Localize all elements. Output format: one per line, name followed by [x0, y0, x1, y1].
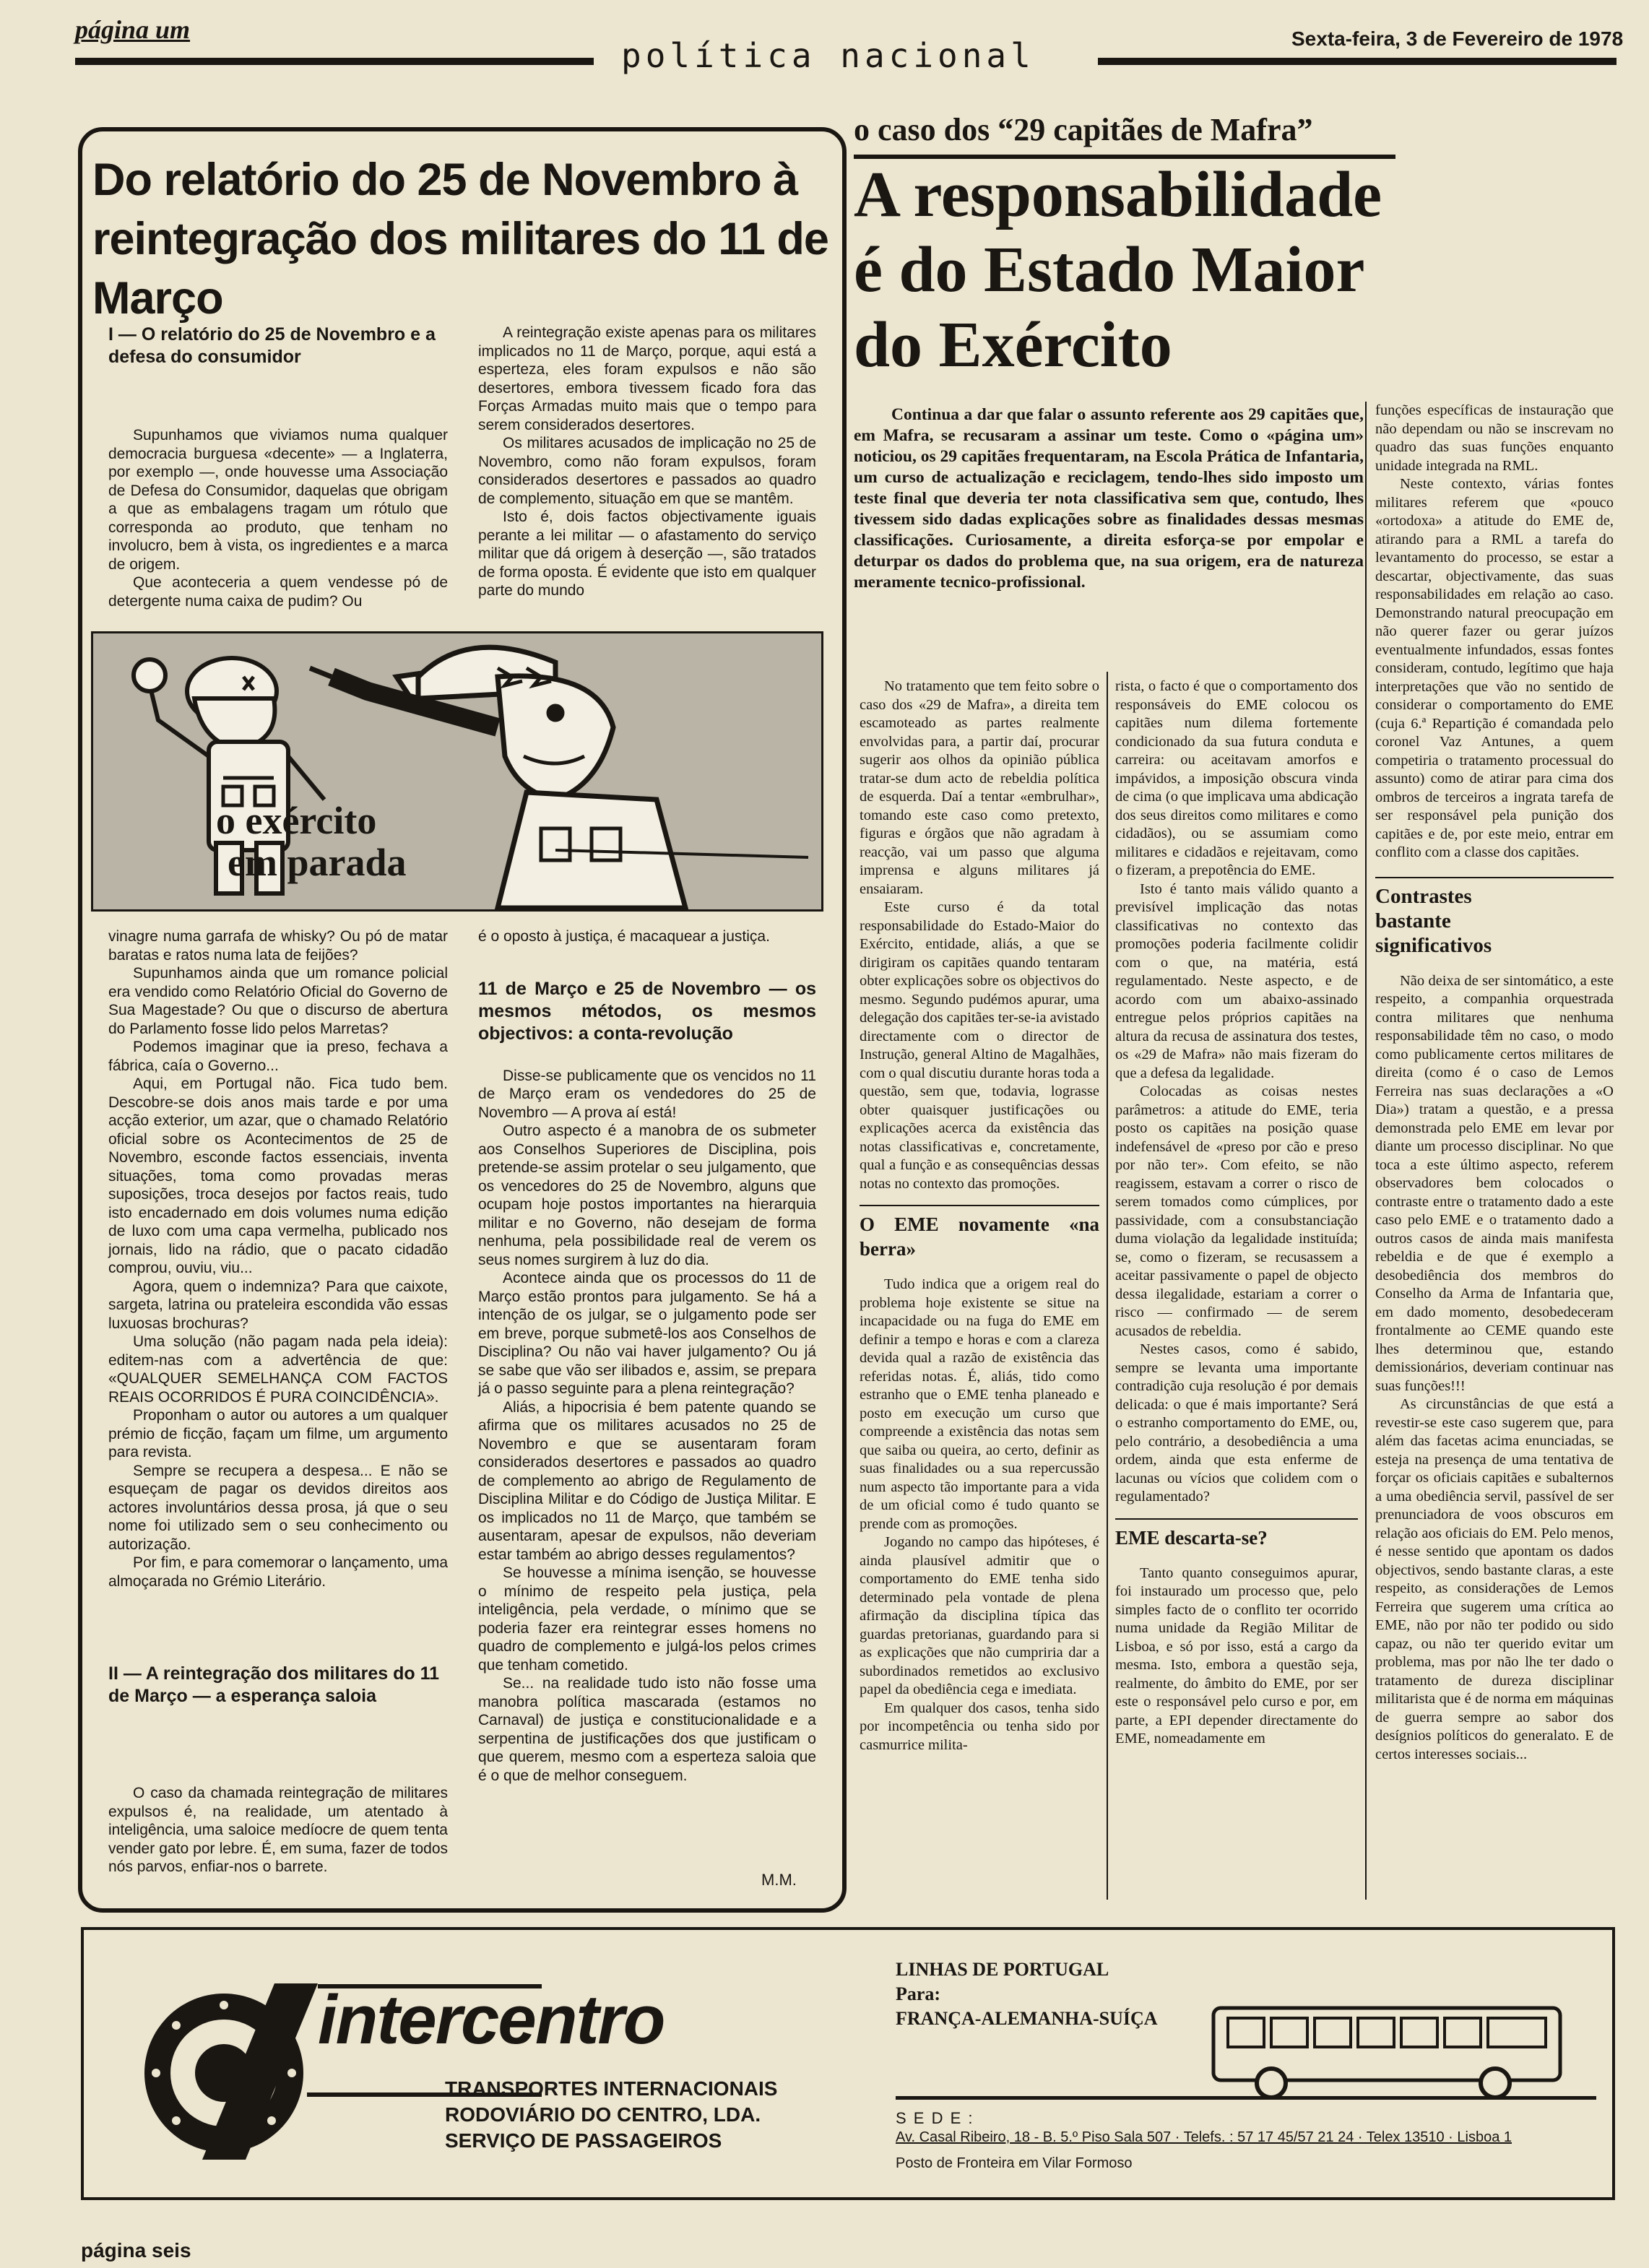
- paragraph: vinagre numa garrafa de whisky? Ou pó de matar baratas e ratos numa lata de feijões?: [108, 928, 448, 964]
- advert-sede-label: S E D E :: [896, 2109, 974, 2127]
- bus-illustration: [1185, 1994, 1589, 2113]
- paragraph: Tanto quanto conseguimos apurar, foi instaurado um processo que, pelo simples facto de o conflito ter ocorrido numa unidade da Região Militar de Lisboa, e só por isso, está a cargo da mesma. Isto, embora a questão seja, realmente, do âmbito do EME, por ser este o responsável pelo curso e por, em parte, a EPI depender directamente do EME, nomeadamente em: [1115, 1564, 1358, 1747]
- paragraph: Aqui, em Portugal não. Fica tudo bem. Descobre-se dois anos mais tarde e por uma acção exterior, um azar, que o chamado Relatório oficial sobre os Acontecimentos de 25 de Novembro, esconde factos essenciais, inventa situações, toma como provadas meras suposições, troca desejos por factos reais, tudo isto encadernado em dois volumes numa edição de luxo com uma capa vermelha, publicado nos jornais, lido na rádio, que o pacato cidadão comprou, ouviu, viu...: [108, 1075, 448, 1276]
- right-colA: [860, 678, 1099, 1754]
- signature: M.M.: [761, 1871, 797, 1889]
- paragraph: Colocadas as coisas nestes parâmetros: a atitude do EME, teria posto os capitães na posição quase indefensável de «preso por cão e preso por não ter». Com efeito, se não reagissem, estavam a correr o risco de serem tomados como cúmplices, por passividade, com a consubstanciação duma violação da legalidade instituída; se, como o fizeram, se recusassem a aceitar passivamente o papel de objecto dessa ilegalidade, estariam a correr o risco — confirmado — de serem acusados de rebeldia.: [1115, 1083, 1358, 1339]
- subhead-eme-na-berra: O EME novamente «na berra»: [860, 1213, 1099, 1260]
- subhead-contrastes: Contrastes bastante significativos: [1375, 884, 1492, 957]
- paragraph: rista, o facto é que o comportamento dos responsáveis do EME colocou os capitães num dilema fortemente condicionado da sua futura conduta e carreira: ou aceitavam amorfos e impávidos, a imposição obscura vinda de cima (o que implicava uma abdicação dos seus direitos como militares e como cidadãos), ou se assumiam como militares e cidadãos e rejeitavam, como o fizeram, a prepotência do EME.: [1115, 678, 1358, 878]
- right-lead: Continua a dar que falar o assunto referente aos 29 capitães que, em Mafra, se recusaram a assinar um teste. Como o «página um» noticiou, os 29 capitães frequentaram, na Escola Prática de Infantaria, um curso de actualização e reciclagem, tendo-lhes sido imposto um teste final que deveria ter nota classificativa sem que, contudo, lhes tivessem sido dadas explicações sobre as finalidades dessas mesmas classificações. Curiosamente, a direita esforça-se por empolar e deturpar os dados do problema que, na sua origem, era de natureza meramente tecnico-profissional.: [854, 405, 1364, 592]
- subB-rule: [1115, 1518, 1358, 1520]
- col-divider-1: [1107, 672, 1108, 1900]
- left-col2-top: [478, 324, 816, 600]
- paragraph: Jogando no campo das hipóteses, é ainda plausível admitir que o comportamento do EME tenha sido determinado pela vontade de plena afirmação da disciplina típica das guardas pretorianas, guardando para si as explicações que não cumpriria dar a subordinados remetidos ao exclusivo papel da obediência cega e imediata.: [860, 1534, 1099, 1697]
- section1-title: I — O relatório do 25 de Novembro e a defesa do consumidor: [108, 324, 436, 367]
- paragraph: Aliás, a hipocrisia é bem patente quando se afirma que os militares acusados no 25 de Novembro e que se ausentaram foram considerados desertores e passados ao quadro de complemento ao abrigo de Regulamento de Disciplina Militar e do Código de Justiça Militar. E os implicados no 11 de Março, que também se ausentaram, apesar de expulsos, não deveriam estar também ao abrigo desses regulamentos?: [478, 1398, 816, 1563]
- masthead-rule-left: [75, 58, 594, 65]
- paragraph: Isto é, dois factos objectivamente iguais perante a lei militar — o afastamento do serviço militar que dá origem à deserção —, são tratados de forma oposta. É evidente que isto em qualquer parte do mundo: [478, 508, 816, 599]
- paragraph: Tudo indica que a origem real do problema hoje existente se situe na incapacidade ou na fuga do EME em definir a tempo e horas e com a clareza devida qual a razão de existência das referidas notas. É, aliás, tido como estranho que o EME tenha planeado e posto em execução um curso que compreende a existência das notas sem que saiba ou queira, ao certo, definir as suas finalidades ou a sua repercussão num aspecto tão importante para a vida de um oficial como é tudo quanto se prende com as promoções.: [860, 1276, 1099, 1532]
- paragraph: Os militares acusados de implicação no 25 de Novembro, como não foram expulsos, foram considerados desertores e passados ao quadro de complemento, situação em que se mantêm.: [478, 435, 816, 507]
- paragraph: Supunhamos ainda que um romance policial era vendido como Relatório Oficial do Governo de Sua Magestade? Ou que o discurso de abertura do Parlamento fosse lido pelos Marretas?: [108, 965, 448, 1037]
- cartoon-illustration: [93, 633, 821, 909]
- left-col1-top: [108, 426, 448, 610]
- masthead-rule-right: [1098, 58, 1616, 65]
- right-kicker: o caso dos “29 capitães de Mafra”: [854, 112, 1313, 147]
- advert-routes: [896, 1957, 1158, 2031]
- paragraph: Neste contexto, várias fontes militares referem que «pouco «ortodoxa» a atitude do EME de, atirando para a RML a tarefa do levantamento do processo, se estar a descartar, objectivamente, das suas responsabilidades em relação ao caso. Demonstrando natural preocupação em não querer fazer ou gerar juízos eventualmente infundados, essas fontes consideram, contudo, legítimo que haja interpretações que vão no sentido de considerar o comportamento do EME (cuja 6.ª Repartição é comandada pelo coronel Vaz Antunes, a quem competiria o tratamento processual do assunto) como de atirar para cima dos ombros de terceiros a ingrata tarefa de ser responsável pela punição dos capitães e de, por este meio, entrar em conflito com a classe dos capitães.: [1375, 476, 1614, 860]
- right-headline-2: é do Estado Maior: [854, 234, 1365, 306]
- left-col1-bottom: [108, 1784, 448, 1877]
- masthead-page-label: página um: [75, 15, 191, 44]
- section3-title: 11 de Março e 25 de Novembro — os mesmos métodos, os mesmos objectivos: a conta-revolução: [478, 978, 816, 1044]
- paragraph: é o oposto à justiça, é macaquear a justiça.: [478, 928, 770, 945]
- left-col1-middle: [108, 927, 448, 1590]
- paragraph: O caso da chamada reintegração de militares expulsos é, na realidade, um atentado à inteligência, uma saloice medíocre de quem tenta vender gato por lebre. É, em suma, fazer de todos nós parvos, enfiar-nos o barrete.: [108, 1785, 448, 1875]
- paragraph: Em qualquer dos casos, tenha sido por incompetência ou tenha sido por casmurrice milita-: [860, 1700, 1099, 1753]
- paragraph: Se houvesse a mínima isenção, se houvesse o mínimo de respeito pela justiça, pela inteligência, pela verdade, o mínimo que se poderia fazer era reintegrar esses homens no quadro de complemento e julgá-los pelos crimes que tenham cometido.: [478, 1564, 816, 1674]
- advert-brand: intercentro: [318, 1981, 665, 2059]
- advert-routes-para: Para:: [896, 1983, 941, 2004]
- right-headline-3: do Exército: [854, 309, 1172, 381]
- right-colB: [1115, 678, 1358, 1749]
- paragraph: No tratamento que tem feito sobre o caso dos «29 de Mafra», a direita tem escamoteado as partes realmente envolvidas para, a partir daí, procurar sugerir aos olhos da opinião pública tratar-se dum acto de rebeldia política de esquerda. Daí a tentar «embrulhar», tomando este caso como pretexto, figuras e órgãos que não agradam à reacção, vai um passo que alguma imprensa e alguns militares já ensaiaram.: [860, 678, 1099, 897]
- paragraph: Acontece ainda que os processos do 11 de Março estão prontos para julgamento. Se há a intenção de os julgar, se o julgamento pode ser em breve, porque submetê-los aos Conselhos de Disciplina? Ou não vai haver julgamento? Ou já se sabe que vão ser ilibados e, assim, se prepara já o passo seguinte para a plena reintegração?: [478, 1270, 816, 1397]
- paragraph: Disse-se publicamente que os vencidos no 11 de Março eram os vendedores do 25 de Novembro — A prova aí está!: [478, 1067, 816, 1121]
- left-col2-bottom: [478, 927, 816, 1785]
- advert-routes-title: LINHAS DE PORTUGAL: [896, 1959, 1109, 1980]
- paragraph: A reintegração existe apenas para os militares implicados no 11 de Março, porque, aqui está a esperteza, eles foram expulsos e não são desertores, embora tivessem ficado fora das Forças Armadas muito mais que o tempo para serem considerados desertores.: [478, 324, 816, 433]
- col-divider-2: [1365, 402, 1367, 1900]
- advert-company: [445, 2076, 777, 2154]
- paragraph: Por fim, e para comemorar o lançamento, uma almoçarada no Grémio Literário.: [108, 1554, 448, 1590]
- advert-line: SERVIÇO DE PASSAGEIROS: [445, 2129, 722, 2152]
- cartoon-caption-2: em parada: [228, 841, 407, 884]
- paragraph: Se... na realidade tudo isto não fosse uma manobra política mascarada (estamos no Carnaval) de justiça e constitucionalidade e a serpentina de justificações dos que justificam o que querem, mesmo com a esperteza saloia que é o que de melhor conseguem.: [478, 1675, 816, 1784]
- paragraph: Agora, quem o indemniza? Para que caixote, sargeta, latrina ou prateleira escondida vão essas luxuosas brochuras?: [108, 1278, 448, 1332]
- cartoon-caption-1: o exército: [216, 799, 377, 842]
- paragraph: Este curso é da total responsabilidade do Estado-Maior do Exército, entidade, aliás, a que se dirigiram os capitães quando tentaram obter explicações sobre os objectivos do mesmo. Segundo pudémos apurar, uma delegação dos capitães ter-se-ia avistado directamente com o director de Instrução, general Altino de Magalhães, com o qual discutiu durante horas toda a questão, sem que, todavia, lograsse obter quaisquer justificações ou explicações acerca da existência das notas classificativas e, concretamente, qual a função e as consequências dessas notas no contexto das promoções.: [860, 899, 1099, 1192]
- paragraph: Uma solução (não pagam nada pela ideia): editem-nas com a advertência de que: «QUALQUER SEMELHANÇA COM FACTOS REAIS OCORRIDOS É PURA COINCIDÊNCIA».: [108, 1333, 448, 1406]
- paragraph: Não deixa de ser sintomático, a este respeito, a companhia orquestrada contra militares que nenhuma responsabilidade têm no caso, o modo como publicamente certos militares de direita (como é o caso de Lemos Ferreira nas suas declarações a «O Dia») tratam a questão, e a pressa demonstrada pelo EME em levar por diante um processo disciplinar. No que toca a este último aspecto, referem observadores bem colocados o contraste entre o tratamento dado a este caso pelo EME e o tratamento dado a outros casos de ainda mais manifesta rebeldia e de que é exemplo a desobediência dos membros do Conselho da Arma de Infantaria que, em dado momento, desobedeceram frontalmente ao CEME quando este lhes determinou que, estando demissionários, deveriam continuar nas suas funções!!!: [1375, 972, 1614, 1394]
- footer-page-label: página seis: [81, 2239, 191, 2261]
- cartoon-panel: [91, 631, 823, 912]
- masthead-date: Sexta-feira, 3 de Fevereiro de 1978: [1291, 27, 1624, 50]
- subhead-eme-descarta: EME descarta-se?: [1115, 1526, 1268, 1549]
- paragraph: funções específicas de instauração que não dependam ou não se inscrevam no quadro das suas funções enquanto unidade integrada na RML.: [1375, 402, 1614, 474]
- paragraph: Que aconteceria a quem vendesse pó de detergente numa caixa de pudim? Ou: [108, 574, 448, 610]
- paragraph: Isto é tanto mais válido quanto a previsível implicação das notas classificativas no contexto das promoções poderia facilmente colidir com o que, na matéria, está regulamentado. Neste aspecto, e de acordo com um abaixo-assinado entregue pelos próprios capitães na altura da recusa de assinatura dos testes, os «29 de Mafra» não mais fizeram do que a defesa da legalidade.: [1115, 880, 1358, 1081]
- advert-address: Av. Casal Ribeiro, 18 - B. 5.º Piso Sala 507 · Telefs. : 57 17 45/57 21 24 · Telex 13510 · Lisboa 1: [896, 2129, 1512, 2145]
- advert-routes-dest: FRANÇA-ALEMANHA-SUÍÇA: [896, 2008, 1158, 2029]
- left-headline: Do relatório do 25 de Novembro à reintegração dos militares do 11 de Março: [92, 155, 828, 324]
- advert-rule: [896, 2096, 1596, 2100]
- section-title: política nacional: [621, 36, 1035, 75]
- paragraph: Supunhamos que viviamos numa qualquer democracia burguesa «decente» — a Inglaterra, por exemplo —, onde houvesse uma Associação de Defesa do Consumidor, daquelas que obrigam a que as embalagens tragam um rótulo que corresponda ao produto, que tenham no involucro, bem à vista, os ingredientes e a marca de origem.: [108, 427, 448, 573]
- advert-line: TRANSPORTES INTERNACIONAIS: [445, 2077, 778, 2100]
- right-headline-1: A responsabilidade: [854, 159, 1382, 230]
- paragraph: Sempre se recupera a despesa... E não se esqueçam de pagar os devidos direitos aos actores involuntários dessa prosa, já que o seu nome foi utilizado sem o seu conhecimento ou autorização.: [108, 1462, 448, 1553]
- paragraph: As circunstâncias de que está a revestir-se este caso sugerem que, para além das facetas acima enunciadas, se esteja na presença de uma tentativa de forçar os oficiais capitães e subalternos a uma obediência servil, passível de ser prenunciadora de voos obscuros em relação aos oficiais do EM. Pelo menos, é nesse sentido que apontam os dados objectivos, sendo bastante claras, a este respeito, as considerações de Lemos Ferreira que sugerem uma crítica ao EME, não por não ter podido ou sido capaz, ou não ter querido evitar um problema, mas por não lhe ter dado o tratamento de dureza disciplinar militarista que é de norma em máquinas de guerra sempre ao sabor dos desígnios políticos do generalato. E de certos interesses sociais...: [1375, 1396, 1614, 1762]
- subA-rule: [860, 1205, 1099, 1206]
- paragraph: Podemos imaginar que ia preso, fechava a fábrica, caía o Governo...: [108, 1039, 448, 1074]
- section2-title: II — A reintegração dos militares do 11 de Março — a esperança saloia: [108, 1663, 440, 1706]
- bus-icon: [1185, 1994, 1589, 2109]
- advert-line: RODOVIÁRIO DO CENTRO, LDA.: [445, 2103, 761, 2126]
- paragraph: Outro aspecto é a manobra de os submeter aos Conselhos Superiores de Disciplina, pois pretende-se assim protelar o seu julgamento, que os vencedores do 25 de Novembro, alguns que ocupam hoje postos importantes na hierarquia militar e no Governo, não desejam de forma nenhuma, pela possibilidade real de verem os seus nomes surgirem à luz do dia.: [478, 1122, 816, 1268]
- subC-rule: [1375, 877, 1614, 878]
- advert-posto: Posto de Fronteira em Vilar Formoso: [896, 2155, 1133, 2171]
- paragraph: Proponham o autor ou autores a um qualquer prémio de ficção, façam um filme, um argumento para revista.: [108, 1407, 448, 1460]
- paragraph: Nestes casos, como é sabido, sempre se levanta uma importante contradição cuja resolução é por demais delicada: o que é mais importante? Será o estranho comportamento do EME, ou, pelo contrário, a desobediência a uma ordem, ainda que esta enferme de lacunas ou vícios que colidem com o regulamentado?: [1115, 1341, 1358, 1505]
- right-colC: [1375, 402, 1614, 1764]
